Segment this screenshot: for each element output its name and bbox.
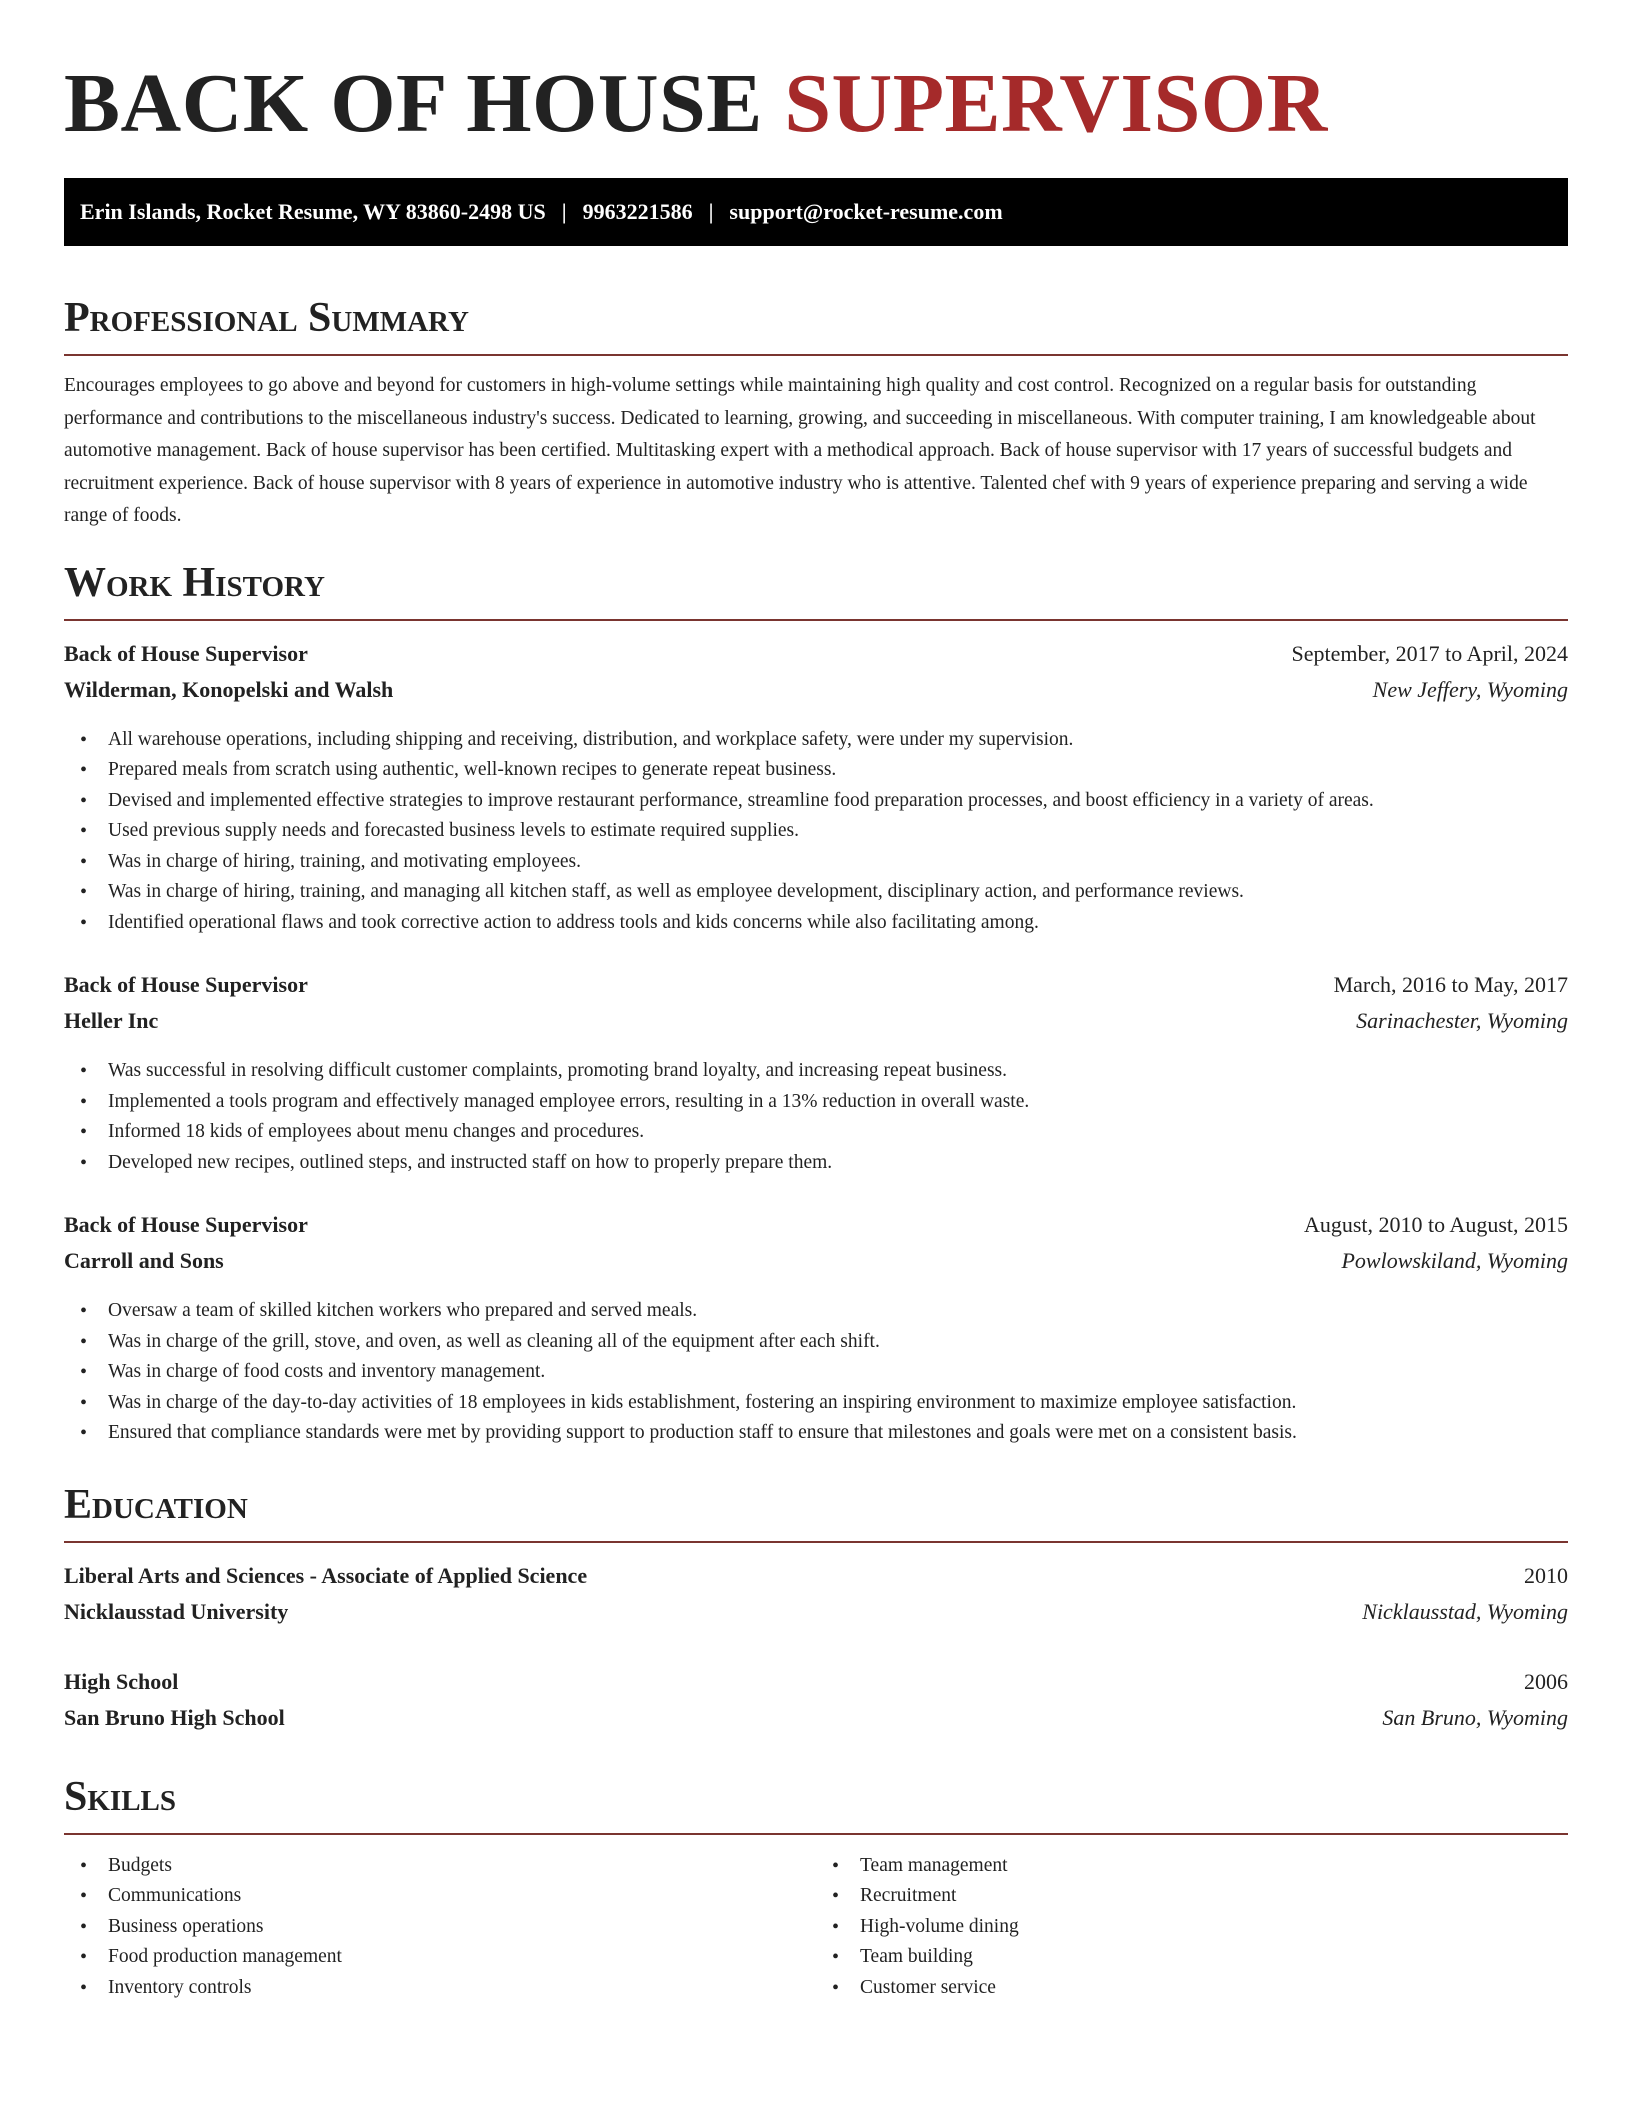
skill-item: • Team management [832, 1851, 1568, 1882]
contact-separator: | [561, 199, 567, 224]
skill-item: • Customer service [832, 1973, 1568, 2004]
job-title: Back of House Supervisor [64, 1212, 308, 1238]
skill-item: • High-volume dining [832, 1912, 1568, 1943]
education-year: 2006 [1524, 1668, 1568, 1694]
job-bullet: • Developed new recipes, outlined steps, and instructed staff on how to properly prepare them. [80, 1148, 1568, 1179]
skills-list-left [64, 1851, 816, 2004]
skill-item: • Inventory controls [80, 1973, 816, 2004]
skill-item: • Team building [832, 1942, 1568, 1973]
skill-item: • Communications [80, 1881, 816, 1912]
education-school-row [64, 1705, 1568, 1741]
job-bullet: • Was in charge of the grill, stove, and oven, as well as cleaning all of the equipment after each shift. [80, 1327, 1568, 1358]
title-main: BACK OF HOUSE [64, 57, 763, 150]
work-section [64, 557, 1568, 1449]
job-bullet: • Identified operational flaws and took corrective action to address tools and kids concerns while also facilitating among. [80, 908, 1568, 939]
job-title: Back of House Supervisor [64, 640, 308, 666]
job-bullet: • Oversaw a team of skilled kitchen workers who prepared and served meals. [80, 1296, 1568, 1327]
title-accent: SUPERVISOR [784, 57, 1328, 150]
education-school: San Bruno High School [64, 1704, 285, 1730]
job-company: Wilderman, Konopelski and Walsh [64, 676, 394, 702]
section-divider [64, 619, 1568, 621]
skill-item: • Business operations [80, 1912, 816, 1943]
education-heading: Education [64, 1481, 248, 1528]
education-degree: Liberal Arts and Sciences - Associate of Applied Science [64, 1562, 588, 1588]
job-bullets [64, 1056, 1568, 1178]
job-company: Carroll and Sons [64, 1248, 224, 1274]
job-dates: September, 2017 to April, 2024 [1291, 640, 1568, 666]
education-location: San Bruno, Wyoming [1382, 1704, 1568, 1730]
job-bullet: • Was in charge of hiring, training, and managing all kitchen staff, as well as employee development, disciplinary action, and performance reviews. [80, 877, 1568, 908]
contact-phone: 9963221586 [582, 199, 693, 224]
education-degree-row [64, 1563, 1568, 1599]
education-entry [64, 1563, 1568, 1635]
education-year: 2010 [1524, 1562, 1568, 1588]
section-divider [64, 1541, 1568, 1543]
contact-email: support@rocket-resume.com [729, 199, 1003, 224]
contact-address: Erin Islands, Rocket Resume, WY 83860-2498 US [80, 199, 546, 224]
job-company: Heller Inc [64, 1008, 159, 1034]
skills-heading: Skills [64, 1773, 177, 1820]
summary-heading: Professional Summary [64, 295, 469, 341]
skills-list-right [816, 1851, 1568, 2004]
job-bullet: • Devised and implemented effective strategies to improve restaurant performance, streamline food preparation processes, and boost efficiency in a variety of areas. [80, 786, 1568, 817]
job-entry [64, 972, 1568, 1178]
skills-columns [64, 1851, 1568, 2004]
section-divider [64, 354, 1568, 356]
job-entry [64, 1212, 1568, 1449]
contact-bar [64, 178, 1568, 246]
job-bullet: • Implemented a tools program and effectively managed employee errors, resulting in a 13% reduction in overall waste. [80, 1087, 1568, 1118]
job-location: New Jeffery, Wyoming [1372, 676, 1568, 702]
job-company-row [64, 1248, 1568, 1284]
skill-item: • Food production management [80, 1942, 816, 1973]
work-heading: Work History [64, 559, 325, 606]
job-bullet: • Informed 18 kids of employees about menu changes and procedures. [80, 1117, 1568, 1148]
summary-text: Encourages employees to go above and beyond for customers in high-volume settings while maintaining high quality and cost control. Recognized on a regular basis for outstanding performance and contributions to the miscellaneous industry's success. Dedicated to learning, growing, and succeeding in miscellaneous. With computer training, I am knowledgeable about automotive management. Back of house supervisor has been certified. Multitasking expert with a methodical approach. Back of house supervisor with 17 years of successful budgets and recruitment experience. Back of house supervisor with 8 years of experience in automotive industry who is attentive. Talented chef with 9 years of experience preparing and serving a wide range of foods. [64, 375, 1536, 527]
job-company-row [64, 677, 1568, 713]
job-header-row [64, 641, 1568, 677]
education-degree-row [64, 1669, 1568, 1705]
job-location: Powlowskiland, Wyoming [1341, 1248, 1568, 1274]
job-bullet: • Was in charge of hiring, training, and motivating employees. [80, 847, 1568, 878]
job-bullet: • Was successful in resolving difficult customer complaints, promoting brand loyalty, and increasing repeat business. [80, 1056, 1568, 1087]
job-bullets [64, 725, 1568, 939]
job-bullet: • Prepared meals from scratch using authentic, well-known recipes to generate repeat business. [80, 755, 1568, 786]
job-header-row [64, 1212, 1568, 1248]
job-dates: March, 2016 to May, 2017 [1333, 972, 1568, 998]
job-bullet: • Ensured that compliance standards were met by providing support to production staff to ensure that milestones and goals were met on a consistent basis. [80, 1418, 1568, 1449]
job-bullet: • Used previous supply needs and forecasted business levels to estimate required supplies. [80, 816, 1568, 847]
job-bullet: • All warehouse operations, including shipping and receiving, distribution, and workplace safety, were under my supervision. [80, 725, 1568, 756]
section-divider [64, 1833, 1568, 1835]
job-header-row [64, 972, 1568, 1008]
job-location: Sarinachester, Wyoming [1356, 1008, 1568, 1034]
education-degree: High School [64, 1668, 179, 1694]
job-company-row [64, 1008, 1568, 1044]
education-section [64, 1479, 1568, 1741]
job-dates: August, 2010 to August, 2015 [1303, 1212, 1568, 1238]
contact-separator: | [708, 199, 714, 224]
job-bullets [64, 1296, 1568, 1449]
skill-item: • Recruitment [832, 1881, 1568, 1912]
job-entry [64, 641, 1568, 939]
job-bullet: • Was in charge of food costs and inventory management. [80, 1357, 1568, 1388]
summary-section [64, 292, 1568, 533]
skill-item: • Budgets [80, 1851, 816, 1882]
skills-section [64, 1771, 1568, 2004]
job-bullet: • Was in charge of the day-to-day activities of 18 employees in kids establishment, fostering an inspiring environment to maximize employee satisfaction. [80, 1388, 1568, 1419]
education-school-row [64, 1599, 1568, 1635]
resume-title [64, 56, 1568, 152]
education-entry [64, 1669, 1568, 1741]
education-school: Nicklausstad University [64, 1598, 289, 1624]
job-title: Back of House Supervisor [64, 972, 308, 998]
education-location: Nicklausstad, Wyoming [1362, 1598, 1568, 1624]
